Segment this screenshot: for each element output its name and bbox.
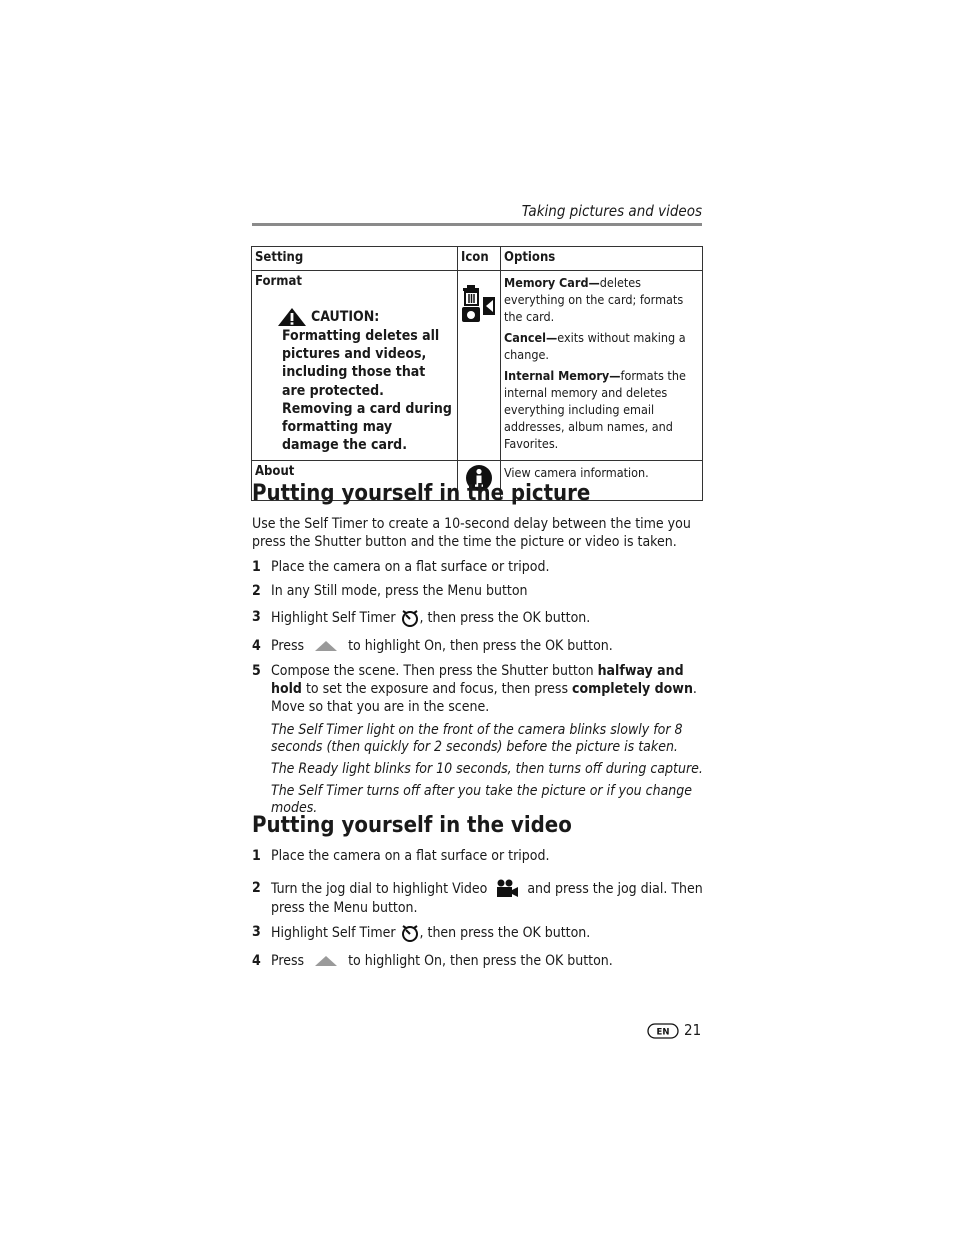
video-step-3: 3 Highlight Self Timer , then press the OK button. [252, 924, 591, 941]
running-head: Taking pictures and videos [521, 202, 702, 220]
about-options-cell: View camera information. [501, 461, 703, 501]
picture-step-3: 3 Highlight Self Timer , then press the OK button. [252, 609, 591, 626]
caution-title: CAUTION: [311, 309, 380, 325]
section-title-video: Putting yourself in the video [252, 813, 572, 838]
header-icon: Icon [458, 247, 501, 271]
option-internal-memory: Internal Memory—formats the internal memory and deletes everything including email addresses, album names, and Favorites. [504, 368, 686, 451]
picture-note-2: The Ready light blinks for 10 seconds, then turns off during capture. [271, 761, 703, 777]
video-step-2: 2 Turn the jog dial to highlight Video and press the jog dial. Then press the Menu button. [252, 880, 703, 916]
section-title-picture: Putting yourself in the picture [252, 481, 591, 506]
picture-step-2: 2 In any Still mode, press the Menu button [252, 583, 528, 599]
picture-step-1: 1 Place the camera on a flat surface or tripod. [252, 559, 550, 575]
settings-table [251, 246, 703, 501]
language-badge-text: EN [656, 1027, 670, 1038]
header-rule [252, 223, 702, 226]
picture-step-5: 5 Compose the scene. Then press the Shutter button halfway and hold to set the exposure and focus, then press completely down. Move so that you are in the scene. [252, 663, 697, 715]
option-cancel: Cancel—exits without making a change. [504, 330, 686, 362]
caution-text: Formatting deletes all pictures and videos, including those that are protected. Removing a card during formatting may damage the card. [282, 328, 452, 454]
format-icon-cell [458, 271, 501, 461]
table-row-format [252, 271, 703, 461]
format-setting-label: Format [255, 274, 302, 289]
up-arrow-icon [313, 640, 339, 652]
header-setting: Setting [252, 247, 458, 271]
option-memory-card: Memory Card—deletes everything on the card; formats the card. [504, 275, 684, 324]
about-setting-cell: About [252, 461, 458, 501]
video-step-4: 4 Press to highlight On, then press the OK button. [252, 953, 613, 969]
self-timer-icon [400, 608, 420, 628]
caution-box [277, 307, 454, 454]
caution-icon [277, 307, 307, 327]
picture-note-3: The Self Timer turns off after you take the picture or if you change modes. [271, 783, 693, 816]
header-options: Options [501, 247, 703, 271]
picture-step-4: 4 Press to highlight On, then press the OK button. [252, 638, 613, 654]
format-setting-cell [252, 271, 458, 461]
format-options-cell [501, 271, 703, 461]
picture-note-1: The Self Timer light on the front of the camera blinks slowly for 8 seconds (then quickly for 2 seconds) before the picture is taken. [271, 722, 683, 755]
format-trash-icon [461, 284, 497, 328]
self-timer-icon [400, 923, 420, 943]
page-number: 21 [684, 1021, 702, 1039]
video-camera-icon [495, 879, 519, 899]
up-arrow-icon [313, 955, 339, 967]
table-header-row [252, 247, 703, 271]
video-step-1: 1 Place the camera on a flat surface or tripod. [252, 848, 550, 864]
language-badge [647, 1023, 679, 1043]
picture-intro: Use the Self Timer to create a 10-second delay between the time you press the Shutter button and the time the picture or video is taken. [252, 516, 691, 550]
